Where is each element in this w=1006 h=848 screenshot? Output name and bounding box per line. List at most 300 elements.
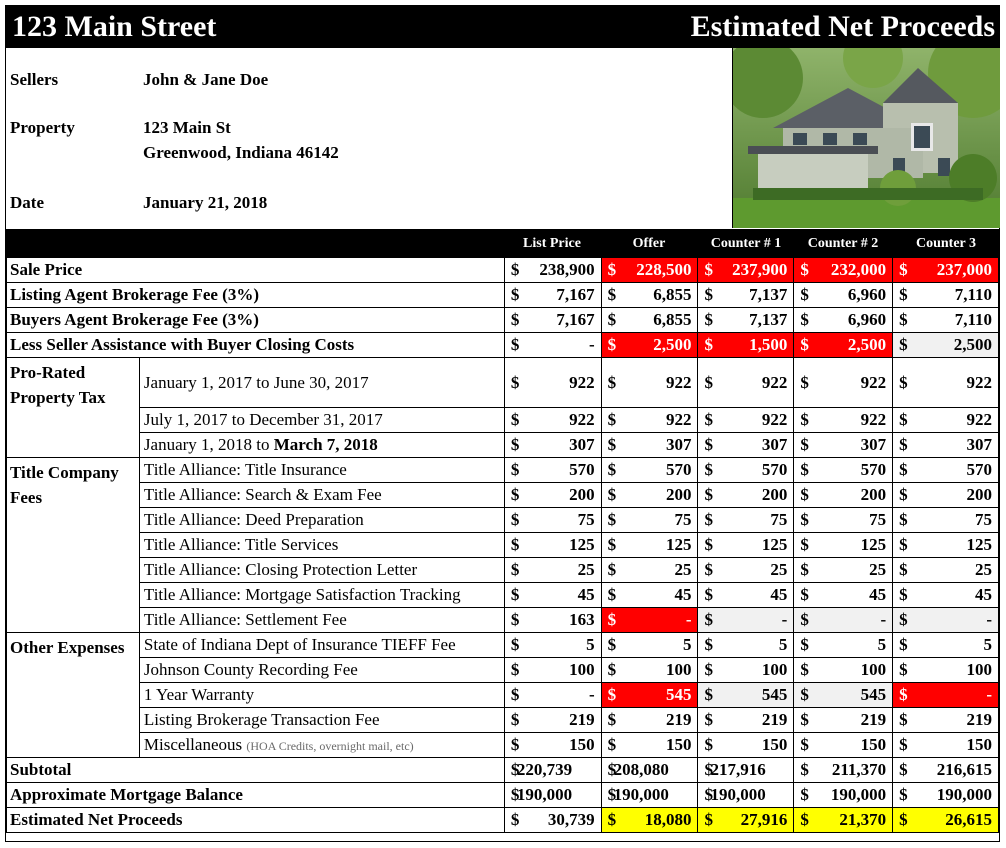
label-text: Miscellaneous: [143, 735, 243, 754]
amount-value: 232,000: [830, 260, 887, 279]
amount-cell: [893, 558, 999, 583]
currency-sign: $: [704, 760, 713, 779]
amount-value: -: [986, 685, 992, 704]
amount-cell: [893, 358, 999, 408]
title-fees-row: [7, 508, 999, 533]
currency-sign: $: [510, 310, 520, 329]
title-fees-item-label: [139, 608, 504, 633]
currency-sign: $: [899, 660, 908, 679]
amount-cell: [601, 658, 698, 683]
amount-cell: [893, 333, 999, 358]
buyers-fee-row: [7, 308, 999, 333]
currency-sign: $: [800, 635, 809, 654]
amount-value: 2,500: [847, 335, 887, 354]
amount-cell: [893, 633, 999, 658]
currency-sign: $: [704, 372, 713, 392]
currency-sign: $: [800, 485, 809, 504]
amount-value: 6,855: [653, 310, 692, 329]
amount-value: 25: [975, 560, 992, 579]
sheet-title: Estimated Net Proceeds: [690, 10, 995, 43]
amount-cell: [698, 308, 794, 333]
property-address-title: 123 Main Street: [12, 10, 217, 43]
property-tax-group-label: Pro-Rated Property Tax: [7, 358, 140, 458]
currency-sign: $: [607, 335, 617, 354]
amount-cell: [794, 733, 893, 758]
currency-sign: $: [899, 810, 908, 829]
currency-sign: $: [607, 460, 617, 479]
currency-sign: $: [899, 460, 908, 479]
amount-cell: [504, 358, 601, 408]
seller-assist-row-label: Less Seller Assistance with Buyer Closing Costs: [7, 333, 505, 358]
currency-sign: $: [704, 635, 713, 654]
amount-cell: [893, 608, 999, 633]
currency-sign: $: [704, 260, 713, 279]
amount-value: 5: [983, 635, 992, 654]
currency-sign: $: [510, 710, 520, 729]
amount-cell: [893, 808, 999, 833]
currency-sign: $: [899, 760, 908, 779]
currency-sign: $: [899, 560, 908, 579]
title-fees-item-label: [139, 533, 504, 558]
currency-sign: $: [800, 810, 809, 829]
amount-cell: [698, 808, 794, 833]
currency-sign: $: [510, 810, 520, 829]
amount-value: 922: [569, 410, 595, 429]
label-text: Title Alliance: Deed Preparation: [143, 510, 364, 529]
amount-cell: [698, 733, 794, 758]
currency-sign: $: [704, 785, 713, 804]
amount-cell: [698, 583, 794, 608]
currency-sign: $: [800, 760, 809, 779]
amount-value: -: [781, 610, 788, 629]
title-fees-item-label: [139, 508, 504, 533]
amount-cell: [504, 283, 601, 308]
amount-cell: [504, 658, 601, 683]
amount-value: 25: [674, 560, 692, 579]
amount-cell: [698, 608, 794, 633]
other-expenses-row: [7, 683, 999, 708]
amount-cell: [601, 608, 698, 633]
amount-cell: [601, 783, 698, 808]
amount-cell: [601, 508, 698, 533]
amount-cell: [893, 758, 999, 783]
label-text: Title Alliance: Title Services: [143, 535, 339, 554]
amount-value: 5: [682, 635, 692, 654]
amount-cell: [893, 308, 999, 333]
currency-sign: $: [704, 685, 713, 704]
amount-value: 307: [860, 435, 887, 454]
title-fees-row: [7, 608, 999, 633]
amount-cell: [601, 358, 698, 408]
amount-value: 75: [770, 510, 788, 529]
amount-cell: [601, 333, 698, 358]
amount-value: 6,960: [847, 285, 887, 304]
amount-value: 200: [860, 485, 887, 504]
title-fees-row: [7, 533, 999, 558]
amount-cell: [698, 658, 794, 683]
other-expenses-row: [7, 633, 999, 658]
amount-value: 100: [860, 660, 887, 679]
amount-cell: [504, 533, 601, 558]
other-expenses-item-label: [139, 658, 504, 683]
currency-sign: $: [899, 485, 908, 504]
amount-cell: [794, 583, 893, 608]
currency-sign: $: [607, 485, 617, 504]
amount-cell: [893, 583, 999, 608]
label-text: Title Alliance: Title Insurance: [143, 460, 347, 479]
amount-cell: [893, 708, 999, 733]
amount-cell: [794, 458, 893, 483]
amount-value: 200: [761, 485, 788, 504]
amount-value: 200: [569, 485, 595, 504]
amount-value: 307: [665, 435, 692, 454]
title-fees-group-label: Title Company Fees: [7, 458, 140, 633]
currency-sign: $: [607, 410, 617, 429]
amount-value: 7,110: [954, 310, 992, 329]
amount-value: 45: [869, 585, 887, 604]
amount-value: -: [880, 610, 887, 629]
currency-sign: $: [510, 535, 520, 554]
label-part-bold: March 7, 2018: [273, 435, 378, 454]
amount-value: 25: [869, 560, 887, 579]
currency-sign: $: [510, 685, 520, 704]
amount-value: 922: [860, 372, 887, 392]
amount-cell: [601, 283, 698, 308]
currency-sign: $: [510, 335, 520, 354]
currency-sign: $: [607, 810, 617, 829]
currency-sign: $: [510, 460, 520, 479]
subtotal-row: [7, 758, 999, 783]
currency-sign: $: [899, 510, 908, 529]
amount-value: 7,110: [954, 285, 992, 304]
sellers-label: Sellers: [10, 70, 59, 89]
title-fees-item-label: [139, 558, 504, 583]
label-part: January 1, 2018 to: [143, 435, 274, 454]
amount-cell: [794, 558, 893, 583]
amount-cell: [601, 758, 698, 783]
currency-sign: $: [607, 560, 617, 579]
amount-cell: [504, 333, 601, 358]
amount-cell: [601, 733, 698, 758]
label-text: Johnson County Recording Fee: [143, 660, 358, 679]
currency-sign: $: [800, 735, 809, 754]
amount-value: 125: [761, 535, 788, 554]
amount-cell: [698, 458, 794, 483]
amount-cell: [893, 733, 999, 758]
amount-value: 6,960: [847, 310, 887, 329]
amount-value: 150: [966, 735, 992, 754]
currency-sign: $: [607, 372, 617, 392]
amount-cell: [504, 608, 601, 633]
amount-value: 217,916: [710, 760, 766, 779]
label-text: Title Alliance: Closing Protection Letter: [143, 560, 418, 579]
currency-sign: $: [800, 785, 809, 804]
currency-sign: $: [704, 435, 713, 454]
amount-value: 307: [569, 435, 595, 454]
amount-cell: [504, 508, 601, 533]
amount-cell: [504, 258, 601, 283]
amount-value: 219: [761, 710, 788, 729]
currency-sign: $: [800, 535, 809, 554]
amount-value: 200: [966, 485, 992, 504]
title-fees-item-label: [139, 583, 504, 608]
amount-value: 25: [577, 560, 595, 579]
amount-cell: [794, 358, 893, 408]
amount-value: 26,615: [945, 810, 992, 829]
title-fees-row: [7, 583, 999, 608]
amount-value: 21,370: [839, 810, 887, 829]
amount-value: 45: [770, 585, 788, 604]
amount-value: 2,500: [653, 335, 692, 354]
currency-sign: $: [510, 735, 520, 754]
amount-value: 1,500: [749, 335, 788, 354]
amount-value: 237,000: [936, 260, 992, 279]
other-expenses-group-label: Other Expenses: [7, 633, 140, 758]
amount-cell: [601, 533, 698, 558]
amount-value: 570: [665, 460, 692, 479]
currency-sign: $: [800, 335, 809, 354]
amount-value: 219: [860, 710, 887, 729]
amount-cell: [794, 258, 893, 283]
amount-value: 545: [761, 685, 788, 704]
amount-value: 125: [966, 535, 992, 554]
amount-cell: [504, 483, 601, 508]
label-text: Title Alliance: Mortgage Satisfaction Tracking: [143, 585, 461, 604]
other-expenses-item-label: [139, 633, 504, 658]
currency-sign: $: [704, 285, 713, 304]
amount-value: 5: [877, 635, 887, 654]
amount-cell: [698, 758, 794, 783]
amount-cell: [893, 258, 999, 283]
date-label: Date: [10, 193, 44, 212]
title-fees-item-label: [139, 458, 504, 483]
amount-cell: [601, 483, 698, 508]
label-text: Title Alliance: Search & Exam Fee: [143, 485, 382, 504]
amount-cell: [601, 258, 698, 283]
currency-sign: $: [704, 735, 713, 754]
amount-cell: [698, 408, 794, 433]
amount-cell: [893, 658, 999, 683]
amount-cell: [794, 408, 893, 433]
amount-value: 18,080: [644, 810, 692, 829]
amount-value: 150: [860, 735, 887, 754]
amount-value: 922: [665, 410, 692, 429]
col-counter-3: Counter 3: [915, 236, 977, 251]
amount-cell: [601, 633, 698, 658]
currency-sign: $: [510, 260, 520, 279]
amount-value: 922: [860, 410, 887, 429]
currency-sign: $: [800, 610, 809, 629]
amount-value: -: [986, 610, 992, 629]
currency-sign: $: [510, 610, 520, 629]
currency-sign: $: [607, 610, 617, 629]
amount-value: 100: [569, 660, 595, 679]
currency-sign: $: [510, 635, 520, 654]
amount-cell: [698, 483, 794, 508]
amount-cell: [698, 708, 794, 733]
currency-sign: $: [510, 485, 520, 504]
currency-sign: $: [607, 585, 617, 604]
amount-cell: [504, 458, 601, 483]
currency-sign: $: [704, 710, 713, 729]
label-text: 1 Year Warranty: [143, 685, 255, 704]
amount-value: 2,500: [953, 335, 992, 354]
buyers-fee-row-label: Buyers Agent Brokerage Fee (3%): [7, 308, 505, 333]
amount-value: 150: [665, 735, 692, 754]
currency-sign: $: [510, 510, 520, 529]
other-expenses-item-label: [139, 683, 504, 708]
amount-value: 922: [761, 372, 788, 392]
amount-cell: [601, 583, 698, 608]
label-text: Listing Brokerage Transaction Fee: [143, 710, 380, 729]
amount-value: 220,739: [516, 760, 573, 779]
amount-value: 75: [577, 510, 595, 529]
currency-sign: $: [704, 610, 713, 629]
currency-sign: $: [800, 560, 809, 579]
amount-value: 27,916: [740, 810, 788, 829]
subtotal-row-label: Subtotal: [7, 758, 505, 783]
amount-value: 190,000: [830, 785, 887, 804]
currency-sign: $: [704, 410, 713, 429]
amount-cell: [601, 808, 698, 833]
property-tax-row: [7, 408, 999, 433]
amount-cell: [794, 683, 893, 708]
date-value: January 21, 2018: [143, 193, 268, 212]
amount-value: 45: [577, 585, 595, 604]
currency-sign: $: [704, 535, 713, 554]
amount-cell: [601, 558, 698, 583]
label-text: July 1, 2017 to December 31, 2017: [143, 410, 383, 429]
currency-sign: $: [510, 585, 520, 604]
currency-sign: $: [899, 710, 908, 729]
currency-sign: $: [899, 735, 908, 754]
amount-cell: [794, 608, 893, 633]
currency-sign: $: [800, 660, 809, 679]
amount-cell: [698, 683, 794, 708]
sale-price-row: [7, 258, 999, 283]
col-counter-1: Counter # 1: [710, 236, 782, 251]
amount-cell: [893, 283, 999, 308]
label-note: (HOA Credits, overnight mail, etc): [246, 739, 414, 753]
amount-value: 5: [586, 635, 595, 654]
title-fees-item-label: [139, 483, 504, 508]
amount-cell: [698, 258, 794, 283]
sellers-value: John & Jane Doe: [143, 70, 269, 89]
amount-value: 228,500: [636, 260, 692, 279]
amount-value: 237,900: [732, 260, 788, 279]
amount-value: 922: [569, 372, 595, 392]
amount-value: 545: [860, 685, 887, 704]
amount-cell: [794, 758, 893, 783]
amount-cell: [601, 408, 698, 433]
amount-cell: [794, 483, 893, 508]
currency-sign: $: [800, 260, 809, 279]
mortgage-row: [7, 783, 999, 808]
amount-value: 200: [665, 485, 692, 504]
amount-cell: [601, 458, 698, 483]
mortgage-row-label: Approximate Mortgage Balance: [7, 783, 505, 808]
amount-cell: [698, 533, 794, 558]
amount-value: 6,855: [653, 285, 692, 304]
amount-value: 75: [869, 510, 887, 529]
amount-value: 307: [761, 435, 788, 454]
currency-sign: $: [510, 372, 520, 392]
amount-value: 190,000: [936, 785, 992, 804]
amount-value: 570: [966, 460, 992, 479]
amount-cell: [601, 433, 698, 458]
amount-value: 100: [761, 660, 788, 679]
seller-assist-row: [7, 333, 999, 358]
currency-sign: $: [510, 660, 520, 679]
amount-cell: [794, 533, 893, 558]
amount-cell: [794, 283, 893, 308]
amount-value: 7,137: [749, 310, 788, 329]
amount-value: 238,900: [539, 260, 595, 279]
currency-sign: $: [607, 710, 617, 729]
amount-value: 219: [966, 710, 992, 729]
amount-cell: [893, 683, 999, 708]
property-tax-row: [7, 358, 999, 408]
amount-cell: [893, 433, 999, 458]
amount-cell: [794, 633, 893, 658]
amount-cell: [893, 783, 999, 808]
amount-value: 100: [665, 660, 692, 679]
amount-value: 216,615: [936, 760, 992, 779]
sale-price-row-label: Sale Price: [7, 258, 505, 283]
currency-sign: $: [510, 410, 520, 429]
title-fees-row: [7, 558, 999, 583]
currency-sign: $: [607, 735, 617, 754]
amount-value: 190,000: [613, 785, 669, 804]
currency-sign: $: [899, 335, 908, 354]
amount-cell: [698, 633, 794, 658]
amount-value: 7,167: [556, 310, 595, 329]
amount-value: 570: [860, 460, 887, 479]
net-proceeds-row-label: Estimated Net Proceeds: [7, 808, 505, 833]
title-fees-row: [7, 458, 999, 483]
property-tax-item-label: [139, 358, 504, 408]
currency-sign: $: [899, 285, 908, 304]
currency-sign: $: [704, 585, 713, 604]
amount-cell: [698, 783, 794, 808]
currency-sign: $: [704, 485, 713, 504]
amount-cell: [504, 308, 601, 333]
currency-sign: $: [607, 760, 617, 779]
currency-sign: $: [607, 285, 617, 304]
currency-sign: $: [800, 435, 809, 454]
currency-sign: $: [899, 785, 908, 804]
property-line2: Greenwood, Indiana 46142: [143, 143, 339, 162]
currency-sign: $: [800, 460, 809, 479]
amount-value: 5: [778, 635, 788, 654]
amount-cell: [698, 433, 794, 458]
currency-sign: $: [704, 310, 713, 329]
currency-sign: $: [607, 535, 617, 554]
amount-cell: [794, 808, 893, 833]
currency-sign: $: [607, 435, 617, 454]
currency-sign: $: [607, 510, 617, 529]
property-label: Property: [10, 118, 75, 137]
amount-cell: [504, 408, 601, 433]
currency-sign: $: [510, 285, 520, 304]
amount-cell: [504, 708, 601, 733]
col-list-price: List Price: [523, 236, 581, 251]
currency-sign: $: [510, 560, 520, 579]
amount-value: 30,739: [547, 810, 595, 829]
proceeds-sheet: [5, 5, 1000, 842]
currency-sign: $: [899, 610, 908, 629]
amount-cell: [794, 658, 893, 683]
